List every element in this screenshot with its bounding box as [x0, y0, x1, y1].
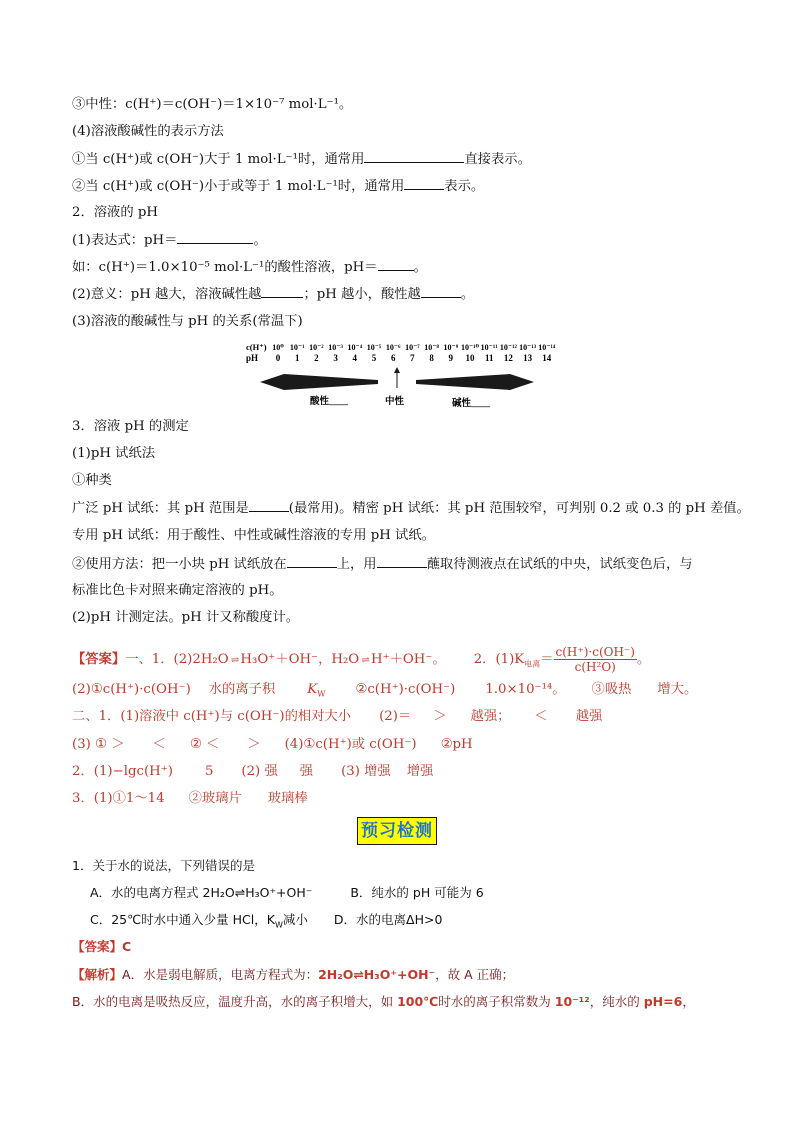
ph-tick-label: 4 [352, 353, 358, 363]
conc-tick-label: 10⁻¹⁰ [460, 343, 480, 352]
option-b: B．纯水的 pH 可能为 6 [350, 885, 484, 900]
conc-tick-label: 10⁻¹² [499, 343, 517, 352]
explanation-line-1: 【解析】A．水是弱电解质，电离方程式为：2H₂O⇌H₃O⁺+OH⁻，故 A 正确； [72, 967, 515, 982]
ph-tick-label: 1 [294, 353, 300, 363]
ph-meaning-line: (2)意义：pH 越大，溶液碱性越 ；pH 越小，酸性越 。 [72, 287, 475, 302]
ph-tick-label: 6 [390, 353, 396, 363]
section-3-heading: 3．溶液 pH 的测定 [72, 419, 189, 434]
ph-axis-label: pH [246, 353, 259, 363]
neutral-condition-line: ③中性：c(H⁺)＝c(OH⁻)＝1×10⁻⁷ mol·L⁻¹。 [72, 97, 353, 112]
conc-tick-label: 10⁻⁴ [347, 343, 363, 352]
conc-tick-label: 10⁻¹¹ [480, 343, 498, 352]
conc-tick-label: 10⁻³ [328, 343, 343, 352]
options-row-1 [90, 884, 484, 902]
ph-tick-label: 13 [523, 353, 533, 363]
ph-tick-label: 8 [429, 353, 434, 363]
ph-scale-diagram [240, 338, 560, 410]
k-ionization-fraction: $\frac{c(H^+)\cdot c(OH^-)}{\text{c(H²O)}}$ [555, 645, 635, 674]
section-4-heading: (4)溶液酸碱性的表示方法 [72, 124, 224, 139]
explanation-line-2: B．水的电离是吸热反应，温度升高，水的离子积增大，如 100℃时水的离子积常数为 10⁻¹²，纯水的 pH=6， [72, 994, 695, 1009]
conc-tick-label: 10⁻² [309, 343, 324, 352]
conc-tick-label: 10⁻⁸ [424, 343, 439, 352]
conc-tick-label: 10⁻⁶ [385, 343, 401, 352]
ph-tick-label: 11 [484, 353, 494, 363]
fill-blank [177, 231, 253, 244]
conc-tick-label: 10⁻⁷ [405, 343, 420, 352]
question-answer: 【答案】C [72, 939, 132, 954]
option-c: C．25℃时水中通入少量 HCl，$K_W$减小 [90, 912, 308, 930]
fill-blank [377, 555, 427, 568]
usage-line: ②使用方法：把一小块 pH 试纸放在 上，用 蘸取待测液点在试纸的中央，试纸变色后，与 [72, 557, 693, 572]
fill-blank [404, 177, 444, 190]
ph-tick-labels [276, 353, 552, 363]
ph-tick-label: 3 [333, 353, 338, 363]
ph-tick-label: 12 [503, 353, 513, 363]
conc-tick-label: 10⁻⁵ [366, 343, 382, 352]
ph-meter-line: (2)pH 计测定法。pH 计又称酸度计。 [72, 610, 300, 625]
option-d: D．水的电离ΔH>0 [333, 912, 443, 927]
option-a: A．水的电离方程式 2H₂O⇌H₃O⁺+OH⁻ [90, 885, 313, 900]
conc-tick-label: 10⁻¹³ [519, 343, 537, 352]
base-label: 碱性____ [452, 399, 491, 409]
acid-arrow [260, 374, 378, 390]
ph-paper-heading: (1)pH 试纸法 [72, 446, 156, 461]
ph-tick-label: 7 [410, 353, 415, 363]
neutral-label: 中性 [385, 397, 405, 407]
answer-line-1: 【答案】一、1．(2)2H₂O ⇌ H₃O⁺＋OH⁻，H₂O ⇌ H⁺＋OH⁻。 2．$(1)K_{电离}=$ $\frac{c(H^+)\cdot c(OH^-)}{\text{c(H²O)}}$ 。 [72, 645, 651, 674]
conc-axis-label: c(H⁺) [246, 342, 267, 352]
ph-tick-label: 9 [448, 353, 454, 363]
ph-expression-line: (1)表达式：pH＝ 。 [72, 233, 267, 248]
usage-line-2: 标准比色卡对照来确定溶液的 pH。 [72, 583, 283, 598]
ph-relation-heading: (3)溶液的酸碱性与 pH 的关系(常温下) [72, 314, 303, 329]
representation-line-1: ①当 c(H⁺)或 c(OH⁻)大于 1 mol·L⁻¹时，通常用 直接表示。 [72, 152, 531, 167]
ph-tick-label: 0 [275, 353, 281, 363]
ph-tick-label: 14 [542, 353, 552, 363]
base-arrow [416, 374, 534, 390]
fill-blank [261, 285, 303, 298]
question-stem: 1．关于水的说法，下列错误的是 [72, 858, 255, 873]
ph-tick-label: 2 [314, 353, 319, 363]
answer-line-2: (2)①c(H⁺)·c(OH⁻) 水的离子积 $K_W$ ②c(H⁺)·c(OH⁻) 1.0×10⁻¹⁴。 ③吸热 增大。 [72, 682, 698, 699]
fill-blank [364, 150, 464, 163]
conc-tick-label: 10⁻⁹ [443, 343, 459, 352]
acid-label: 酸性____ [310, 397, 349, 407]
special-paper-line: 专用 pH 试纸：用于酸性、中性或碱性溶液的专用 pH 试纸。 [72, 528, 435, 543]
types-heading: ①种类 [72, 473, 112, 488]
options-row-2 [90, 911, 442, 935]
answer-line-4: (3) ① ＞ ＜ ② ＜ ＞ (4)①c(H⁺)或 c(OH⁻) ②pH [72, 737, 473, 752]
answer-line-3: 二、1．(1)溶液中 c(H⁺)与 c(OH⁻)的相对大小 (2)＝ ＞ 越强； ＜ 越强 [72, 709, 603, 724]
conc-tick-label: 10⁰ [272, 343, 284, 352]
fill-blank [378, 258, 414, 271]
conc-tick-label: 10⁻¹⁴ [538, 343, 556, 352]
wide-range-paper-line: 广泛 pH 试纸：其 pH 范围是 (最常用)。精密 pH 试纸：其 pH 范围较窄，可判别 0.2 或 0.3 的 pH 差值。 [72, 501, 750, 516]
ph-example-line: 如：c(H⁺)＝1.0×10⁻⁵ mol·L⁻¹的酸性溶液，pH＝ 。 [72, 260, 427, 275]
section-banner: 预习检测 [357, 817, 437, 845]
fill-blank [421, 285, 461, 298]
answer-line-5: 2．(1)−lgc(H⁺) 5 (2) 强 强 (3) 增强 增强 [72, 764, 434, 779]
section-2-heading: 2．溶液的 pH [72, 205, 158, 220]
fill-blank [249, 499, 289, 512]
conc-tick-label: 10⁻¹ [289, 343, 305, 352]
representation-line-2: ②当 c(H⁺)或 c(OH⁻)小于或等于 1 mol·L⁻¹时，通常用 表示。 [72, 179, 485, 194]
ph-tick-label: 10 [465, 353, 475, 363]
answer-line-6: 3．(1)①1～14 ②玻璃片 玻璃棒 [72, 791, 308, 806]
neutral-arrow-head [394, 367, 400, 373]
conc-tick-labels [272, 343, 556, 352]
fill-blank [287, 555, 337, 568]
ph-tick-label: 5 [371, 353, 377, 363]
